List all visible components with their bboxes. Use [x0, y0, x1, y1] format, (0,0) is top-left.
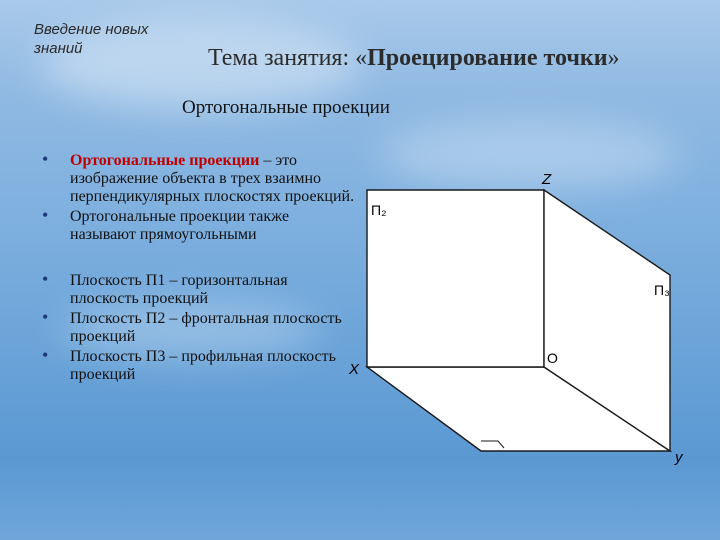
axis-y-label: y: [675, 449, 683, 466]
bullet-icon: •: [42, 345, 49, 365]
frontal-plane: [367, 190, 544, 367]
section-label: Введение новых знаний: [34, 21, 149, 57]
list-item-text: – это изображение объекта в трех взаимно перпендикулярных плоскостях проекций.: [70, 152, 355, 205]
list-item-text: Плоскость П3 – профильная плоскость проекций: [70, 348, 336, 383]
bullet-list: [38, 149, 358, 386]
page-title: [208, 45, 620, 72]
profile-plane-label: П₃: [654, 282, 670, 298]
bullet-icon: •: [42, 269, 49, 289]
origin-label: O: [547, 350, 558, 366]
list-item-text: Плоскость П2 – фронтальная плоскость проекций: [70, 310, 342, 345]
list-item-text: Плоскость П1 – горизонтальная плоскость проекций: [70, 272, 288, 307]
list-item: [38, 345, 358, 384]
axis-z-label: Z: [542, 171, 552, 188]
bullet-icon: •: [42, 149, 49, 169]
list-item: [38, 149, 358, 206]
projection-planes-diagram: [340, 160, 720, 480]
title-prefix: Тема занятия: «: [208, 45, 368, 71]
slide-subtitle: Ортогональные проекции: [182, 97, 390, 118]
list-item-text: Ортогональные проекции также называют прямоугольными: [70, 208, 290, 243]
axis-x-label: X: [349, 361, 360, 378]
title-topic: Проецирование точки: [367, 45, 608, 71]
list-item: [38, 269, 358, 308]
title-suffix: »: [607, 45, 620, 71]
bullet-icon: •: [42, 307, 49, 327]
term-highlight: Ортогональные проекции: [70, 152, 260, 169]
list-item: [38, 307, 358, 346]
list-item: [38, 205, 358, 244]
bullet-icon: •: [42, 205, 49, 225]
frontal-plane-label: П₂: [371, 202, 387, 218]
